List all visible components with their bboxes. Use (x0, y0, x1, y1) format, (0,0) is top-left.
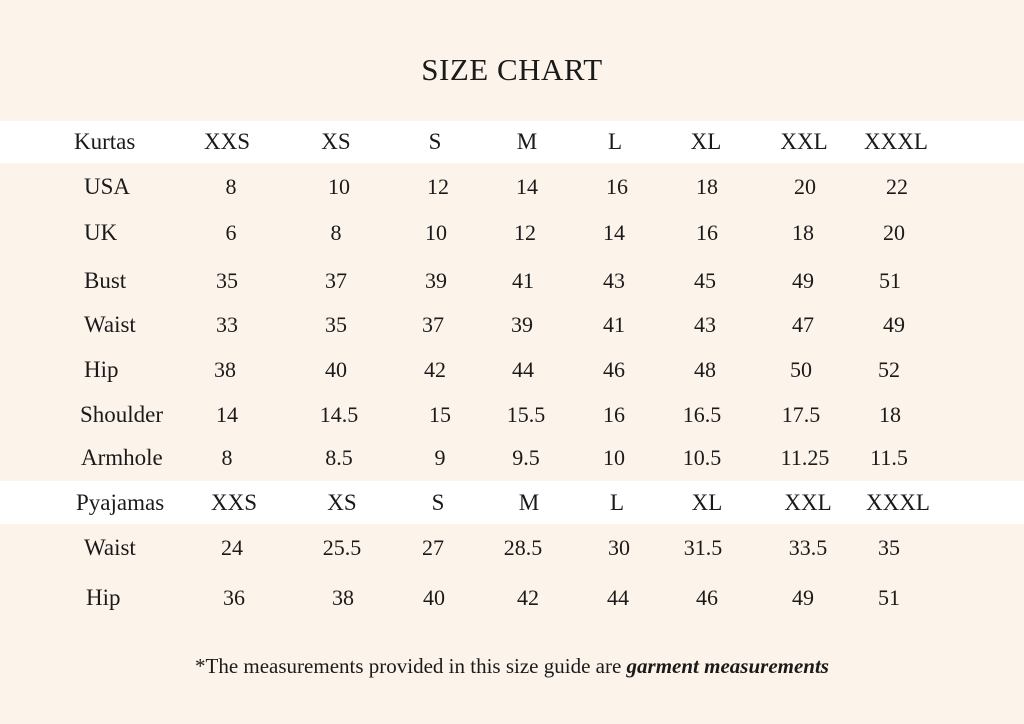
table-cell: 14 (603, 220, 625, 245)
table-cell: 25.5 (322, 535, 362, 560)
table-cell: 14.5 (319, 402, 359, 427)
table-cell: 18 (792, 220, 814, 245)
table-cell: 39 (511, 312, 533, 337)
table-cell: 30 (608, 535, 630, 560)
table-cell: 14 (216, 402, 238, 427)
table-cell: 22 (886, 174, 908, 199)
size-header-l: L (607, 129, 623, 154)
table-cell: 35 (216, 268, 238, 293)
size-header-xxxl: XXXL (864, 129, 928, 154)
table-cell: 28.5 (503, 535, 543, 560)
table-cell: 9 (434, 445, 446, 470)
footnote-text: *The measurements provided in this size guide are (195, 654, 627, 678)
row-label: Hip (84, 357, 119, 382)
table-cell: 40 (423, 585, 445, 610)
table-cell: 8 (330, 220, 342, 245)
table-cell: 10 (425, 220, 447, 245)
table-cell: 40 (325, 357, 347, 382)
table-cell: 33 (216, 312, 238, 337)
table-cell: 42 (517, 585, 539, 610)
table-cell: 16.5 (682, 402, 722, 427)
size-header-xl: XL (691, 490, 723, 515)
table-cell: 37 (325, 268, 347, 293)
size-header-l: L (609, 490, 625, 515)
size-header-xxl: XXL (784, 490, 832, 515)
table-cell: 17.5 (781, 402, 821, 427)
table-cell: 15 (429, 402, 451, 427)
table-cell: 47 (792, 312, 814, 337)
table-cell: 36 (223, 585, 245, 610)
table-cell: 44 (607, 585, 629, 610)
table-cell: 49 (792, 585, 814, 610)
table-cell: 49 (883, 312, 905, 337)
table-cell: 38 (332, 585, 354, 610)
table-cell: 52 (878, 357, 900, 382)
table-cell: 24 (221, 535, 243, 560)
row-label: Armhole (81, 445, 163, 470)
table-cell: 15.5 (506, 402, 546, 427)
kurtas-row-uk (0, 213, 1024, 253)
table-cell: 11.5 (870, 445, 908, 470)
footnote (0, 654, 1024, 679)
table-cell: 14 (516, 174, 538, 199)
table-cell: 16 (606, 174, 628, 199)
table-cell: 37 (422, 312, 444, 337)
table-cell: 51 (879, 268, 901, 293)
table-cell: 16 (696, 220, 718, 245)
table-cell: 46 (603, 357, 625, 382)
table-cell: 46 (696, 585, 718, 610)
size-header-s: S (428, 129, 442, 154)
table-cell: 35 (325, 312, 347, 337)
table-cell: 41 (512, 268, 534, 293)
row-label: USA (84, 174, 131, 199)
kurtas-row-waist (0, 305, 1024, 345)
kurtas-row-hip (0, 350, 1024, 390)
kurtas-section-label: Kurtas (74, 129, 136, 154)
size-header-xxxl: XXXL (866, 490, 930, 515)
size-header-xxs: XXS (210, 490, 258, 515)
row-label: Bust (84, 268, 127, 293)
pyajamas-section-label: Pyajamas (76, 490, 165, 515)
kurtas-row-armhole (0, 438, 1024, 478)
table-cell: 18 (879, 402, 901, 427)
table-cell: 20 (794, 174, 816, 199)
size-header-xs: XS (321, 129, 351, 154)
page-title: SIZE CHART (421, 52, 603, 87)
table-cell: 38 (214, 357, 236, 382)
pyajamas-row-hip (0, 578, 1024, 618)
row-label: Waist (84, 535, 136, 560)
table-cell: 8 (221, 445, 233, 470)
table-cell: 33.5 (788, 535, 828, 560)
table-cell: 48 (694, 357, 716, 382)
row-label: Hip (86, 585, 121, 610)
table-cell: 39 (425, 268, 447, 293)
table-cell: 43 (694, 312, 716, 337)
table-cell: 31.5 (683, 535, 723, 560)
footnote-emphasis: garment measurements (626, 654, 829, 678)
table-cell: 16 (603, 402, 625, 427)
row-label: UK (84, 220, 118, 245)
table-cell: 11.25 (780, 445, 830, 470)
table-cell: 43 (603, 268, 625, 293)
size-header-xxl: XXL (780, 129, 828, 154)
table-cell: 20 (883, 220, 905, 245)
table-cell: 45 (694, 268, 716, 293)
table-cell: 9.5 (512, 445, 540, 470)
size-header-xxs: XXS (203, 129, 251, 154)
table-cell: 51 (878, 585, 900, 610)
table-cell: 12 (427, 174, 449, 199)
table-cell: 42 (424, 357, 446, 382)
table-cell: 35 (878, 535, 900, 560)
size-header-m: M (516, 129, 538, 154)
kurtas-row-shoulder (0, 395, 1024, 435)
size-header-m: M (518, 490, 540, 515)
table-cell: 10 (328, 174, 350, 199)
kurtas-row-bust (0, 261, 1024, 301)
row-label: Shoulder (80, 402, 164, 427)
table-cell: 41 (603, 312, 625, 337)
table-cell: 10 (603, 445, 625, 470)
table-cell: 50 (790, 357, 812, 382)
size-header-s: S (431, 490, 445, 515)
table-cell: 27 (422, 535, 444, 560)
table-cell: 8 (225, 174, 237, 199)
size-header-xl: XL (690, 129, 722, 154)
table-cell: 44 (512, 357, 534, 382)
pyajamas-row-waist (0, 528, 1024, 568)
table-cell: 6 (225, 220, 237, 245)
row-label: Waist (84, 312, 136, 337)
table-cell: 49 (792, 268, 814, 293)
table-cell: 10.5 (682, 445, 722, 470)
table-cell: 18 (696, 174, 718, 199)
size-header-xs: XS (327, 490, 357, 515)
pyajamas-header-row (0, 483, 1024, 523)
kurtas-header-row (0, 122, 1024, 162)
kurtas-row-usa (0, 167, 1024, 207)
table-cell: 8.5 (325, 445, 353, 470)
table-cell: 12 (514, 220, 536, 245)
